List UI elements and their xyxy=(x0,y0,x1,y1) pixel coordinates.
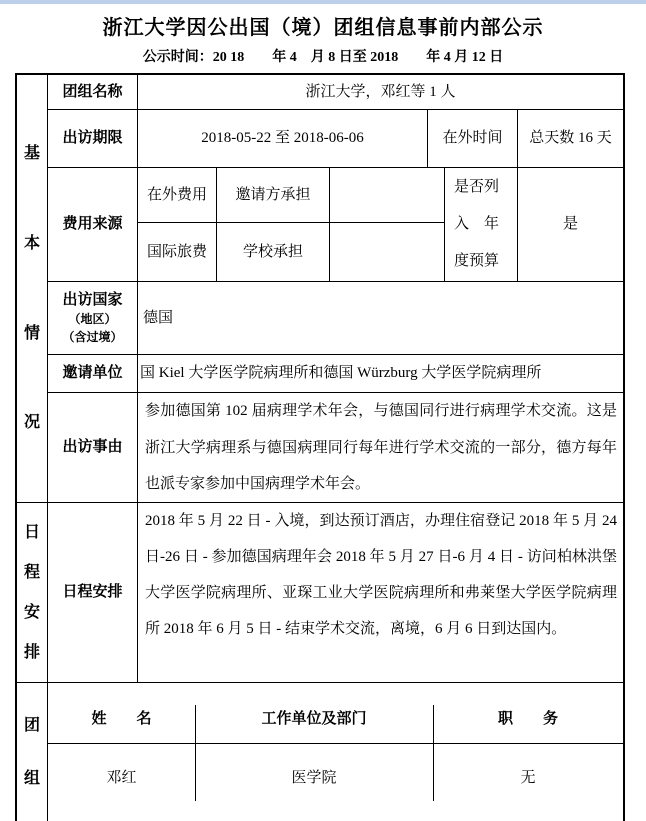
funding-bearer-cell: 邀请方承担 xyxy=(217,168,330,223)
section-schedule-char: 排 xyxy=(23,643,40,661)
funding-label: 费用来源 xyxy=(48,168,138,282)
inviter-value: 国 Kiel 大学医学院病理所和德国 Würzburg 大学医学院病理所 xyxy=(138,355,623,393)
section-schedule xyxy=(17,503,48,683)
country-label xyxy=(48,282,138,355)
publicity-form-table xyxy=(15,73,625,821)
reason-value: 参加德国第 102 届病理学术年会，与德国同行进行病理学术交流。这是浙江大学病理系与德国病理同行每年进行学术交流的一部分，德方每年也派专家参加中国病理学术年会。 xyxy=(138,393,623,503)
budget-label-line: 度预算 xyxy=(454,252,500,269)
section-basic-char: 基 xyxy=(23,145,40,163)
section-group-char: 团 xyxy=(23,716,40,734)
country-value: 德国 xyxy=(138,282,623,355)
schedule-value: 2018 年 5 月 22 日 - 入境，到达预订酒店，办理住宿登记 2018 年 5 月 24 日-26 日 - 参加德国病理年会 2018 年 5 月 27 日-6 月 4 日 - 访问柏林洪堡大学医学院病理所、亚琛工业大学医院病理所和弗莱堡大学医学院病理所 2018 年 6 月 5 日 - 结束学术交流，离境，6 月 6 日到达国内。 xyxy=(138,503,623,683)
member-name: 邓红 xyxy=(106,769,137,786)
section-schedule-char: 安 xyxy=(23,603,40,621)
member-header-title: 职 务 xyxy=(497,710,558,727)
section-basic-info xyxy=(17,75,48,503)
group-name-value: 浙江大学，邓红等 1 人 xyxy=(138,75,623,110)
budget-label xyxy=(445,168,518,282)
time-abroad-label: 在外时间 xyxy=(428,110,518,168)
section-group-char: 组 xyxy=(23,769,40,787)
member-title: 无 xyxy=(520,769,536,786)
page-title: 浙江大学因公出国（境）团组信息事前内部公示 xyxy=(102,17,544,39)
funding-note-cell xyxy=(330,223,445,282)
member-unit: 医学院 xyxy=(291,769,337,786)
member-header-name: 姓 名 xyxy=(91,710,152,727)
country-label-line: （地区） xyxy=(68,312,117,327)
country-label-line: 出访国家 xyxy=(62,291,123,308)
budget-label-line: 是否列 xyxy=(454,179,500,196)
visit-period-label: 出访期限 xyxy=(48,110,138,168)
section-group xyxy=(17,683,48,821)
visit-period-value: 2018-05-22 至 2018-06-06 xyxy=(138,110,428,168)
section-schedule-char: 程 xyxy=(23,563,40,581)
section-basic-char: 本 xyxy=(23,234,40,252)
publicity-time: 公示时间：20 18 年 4 月 8 日至 2018 年 4 月 12 日 xyxy=(142,50,504,65)
country-label-line: （含过境） xyxy=(62,330,123,345)
budget-label-line: 入 年 xyxy=(454,216,500,233)
funding-bearer-cell: 学校承担 xyxy=(217,223,330,282)
window-top-strip xyxy=(0,0,646,4)
reason-label: 出访事由 xyxy=(48,393,138,503)
budget-value: 是 xyxy=(518,168,623,282)
inviter-label: 邀请单位 xyxy=(48,355,138,393)
group-name-label: 团组名称 xyxy=(48,75,138,110)
time-abroad-value: 总天数 16 天 xyxy=(518,110,623,168)
funding-item-cell: 国际旅费 xyxy=(138,223,217,282)
section-basic-char: 况 xyxy=(23,414,40,432)
section-basic-char: 情 xyxy=(23,324,40,342)
section-schedule-char: 日 xyxy=(23,523,40,541)
member-header-unit: 工作单位及部门 xyxy=(261,710,367,727)
schedule-label: 日程安排 xyxy=(48,503,138,683)
funding-note-cell xyxy=(330,168,445,223)
funding-item-cell: 在外费用 xyxy=(138,168,217,223)
